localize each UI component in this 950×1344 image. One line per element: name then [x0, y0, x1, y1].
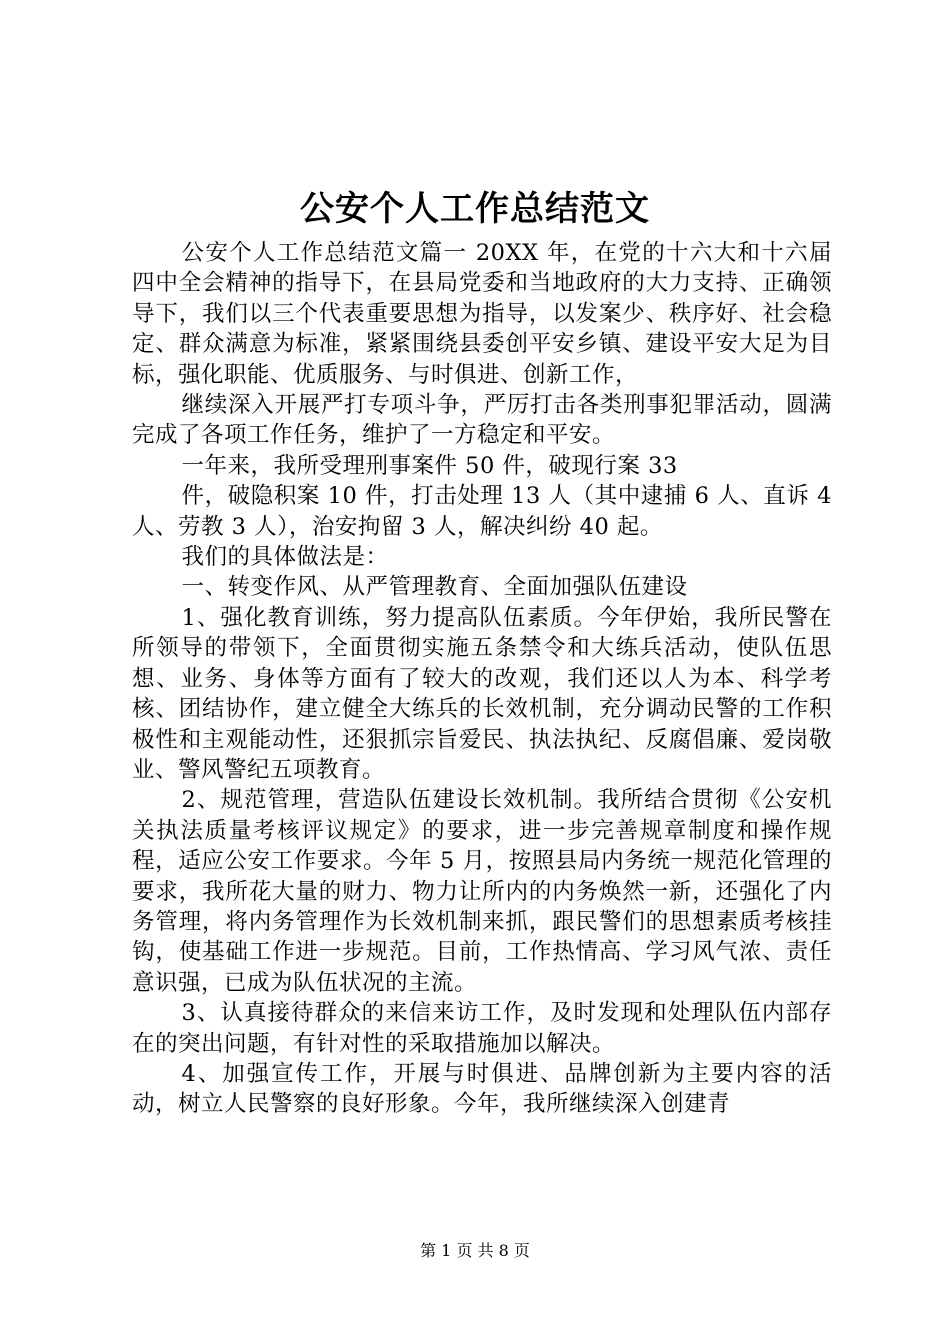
- paragraph: 2、规范管理，营造队伍建设长效机制。我所结合贯彻《公安机关执法质量考核评议规定》的要求，进一步完善规章制度和操作规程，适应公安工作要求。今年 5 月，按照县局内务统一规范化管理的要求，我所花大量的财力、物力让所内的内务焕然一新，还强化了内务管理，将内务管理作为长效机制来抓，跟民警们的思想素质考核挂钩，使基础工作进一步规范。目前，工作热情高、学习风气浓、责任意识强，已成为队伍状况的主流。: [132, 787, 832, 996]
- section-heading: 一、转变作风、从严管理教育、全面加强队伍建设: [181, 574, 688, 601]
- paragraph: 一年来，我所受理刑事案件 50 件，破现行案 33: [181, 452, 678, 479]
- paragraph: 件，破隐积案 10 件，打击处理 13 人（其中逮捕 6 人、直诉 4 人、劳教 3 人），治安拘留 3 人，解决纠纷 40 起。: [132, 483, 832, 540]
- paragraph: 4、加强宣传工作，开展与时俱进、品牌创新为主要内容的活动，树立人民警察的良好形象。今年，我所继续深入创建青: [132, 1060, 832, 1118]
- page-number-footer: 第 1 页 共 8 页: [420, 1241, 530, 1260]
- document-title: 公安个人工作总结范文: [300, 189, 650, 229]
- paragraph: 3、认真接待群众的来信来访工作，及时发现和处理队伍内部存在的突出问题，有针对性的采取措施加以解决。: [132, 1000, 832, 1057]
- paragraph: 1、强化教育训练，努力提高队伍素质。今年伊始，我所民警在所领导的带领下，全面贯彻实施五条禁令和大练兵活动，使队伍思想、业务、身体等方面有了较大的改观，我们还以人为本、科学考核、团结协作，建立健全大练兵的长效机制，充分调动民警的工作积极性和主观能动性，还狠抓宗旨爱民、执法执纪、反腐倡廉、爱岗敬业、警风警纪五项教育。: [132, 604, 832, 783]
- paragraph: 我们的具体做法是：: [181, 544, 389, 571]
- paragraph: 公安个人工作总结范文篇一 20XX 年，在党的十六大和十六届四中全会精神的指导下，在县局党委和当地政府的大力支持、正确领导下，我们以三个代表重要思想为指导，以发案少、秩序好、社会稳定、群众满意为标准，紧紧围绕县委创平安乡镇、建设平安大足为目标，强化职能、优质服务、与时俱进、创新工作，: [132, 240, 832, 388]
- document-body: [132, 238, 832, 1120]
- paragraph: 继续深入开展严打专项斗争，严厉打击各类刑事犯罪活动，圆满完成了各项工作任务，维护了一方稳定和平安。: [132, 392, 832, 449]
